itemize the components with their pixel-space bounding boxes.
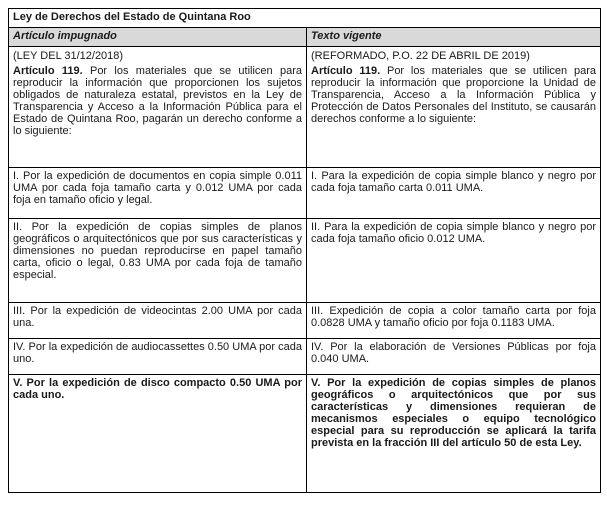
left-fraction-v: V. Por la expedición de disco compacto 0.50 UMA por cada uno.	[9, 375, 307, 493]
fraction-row-v	[9, 375, 601, 493]
right-fraction-ii: II. Para la expedición de copia simple blanco y negro por cada foja tamaño oficio 0.012 UMA.	[307, 219, 601, 303]
comparison-table	[8, 8, 601, 493]
fraction-row-iii	[9, 303, 601, 339]
right-article-label: Artículo 119.	[311, 65, 381, 77]
column-header-right: Texto vigente	[307, 28, 601, 47]
fraction-row-ii	[9, 219, 601, 303]
column-header-left: Artículo impugnado	[9, 28, 307, 47]
fraction-row-iv	[9, 339, 601, 375]
left-date: (LEY DEL 31/12/2018)	[13, 50, 124, 62]
right-fraction-i: I. Para la expedición de copia simple blanco y negro por cada foja tamaño carta 0.011 UMA.	[307, 168, 601, 219]
left-fraction-iv: IV. Por la expedición de audiocassettes 0.50 UMA por cada uno.	[9, 339, 307, 375]
left-article-label: Artículo 119.	[13, 65, 83, 77]
right-article-cell	[307, 47, 601, 168]
right-fraction-v: V. Por la expedición de copias simples de planos geográficos o arquitectónicos que por sus características y dimensiones requieran de mecanismos especiales o equipo tecnológico especial para su reproducción se aplicará la tarifa prevista en la fracción III del artículo 50 de esta Ley.	[307, 375, 601, 493]
right-date: (REFORMADO, P.O. 22 DE ABRIL DE 2019)	[311, 50, 530, 62]
left-article-text: Por los materiales que se utilicen para reproducir la información que proporcionen los sujetos obligados de naturaleza estatal, previstos en la Ley de Transparencia y Acceso a la Información Pública para el Estado de Quintana Roo, pagarán un derecho conforme a lo siguiente:	[13, 65, 302, 137]
left-fraction-iii: III. Por la expedición de videocintas 2.00 UMA por cada una.	[9, 303, 307, 339]
right-fraction-iv: IV. Por la elaboración de Versiones Públicas por foja 0.040 UMA.	[307, 339, 601, 375]
fraction-row-i	[9, 168, 601, 219]
article-row	[9, 47, 601, 168]
left-fraction-ii: II. Por la expedición de copias simples de planos geográficos o arquitectónicos que por sus características y dimensiones no puedan reproducirse en papel tamaño carta, oficio o legal, 0.83 UMA por cada foja de tamaño especial.	[9, 219, 307, 303]
left-fraction-i: I. Por la expedición de documentos en copia simple 0.011 UMA por cada foja tamaño carta y 0.012 UMA por cada foja en tamaño oficio y legal.	[9, 168, 307, 219]
column-header-row	[9, 28, 601, 47]
document-container	[8, 8, 601, 493]
table-title: Ley de Derechos del Estado de Quintana Roo	[9, 9, 601, 28]
title-row	[9, 9, 601, 28]
right-fraction-iii: III. Expedición de copia a color tamaño carta por foja 0.0828 UMA y tamaño oficio por foja 0.1183 UMA.	[307, 303, 601, 339]
left-article-cell	[9, 47, 307, 168]
right-article-text: Por los materiales que se utilicen para reproducir la información que proporcione la Unidad de Transparencia, Acceso a la Información Pública y Protección de Datos Personales del Instituto, se causarán derechos conforme a lo siguiente:	[311, 65, 596, 125]
